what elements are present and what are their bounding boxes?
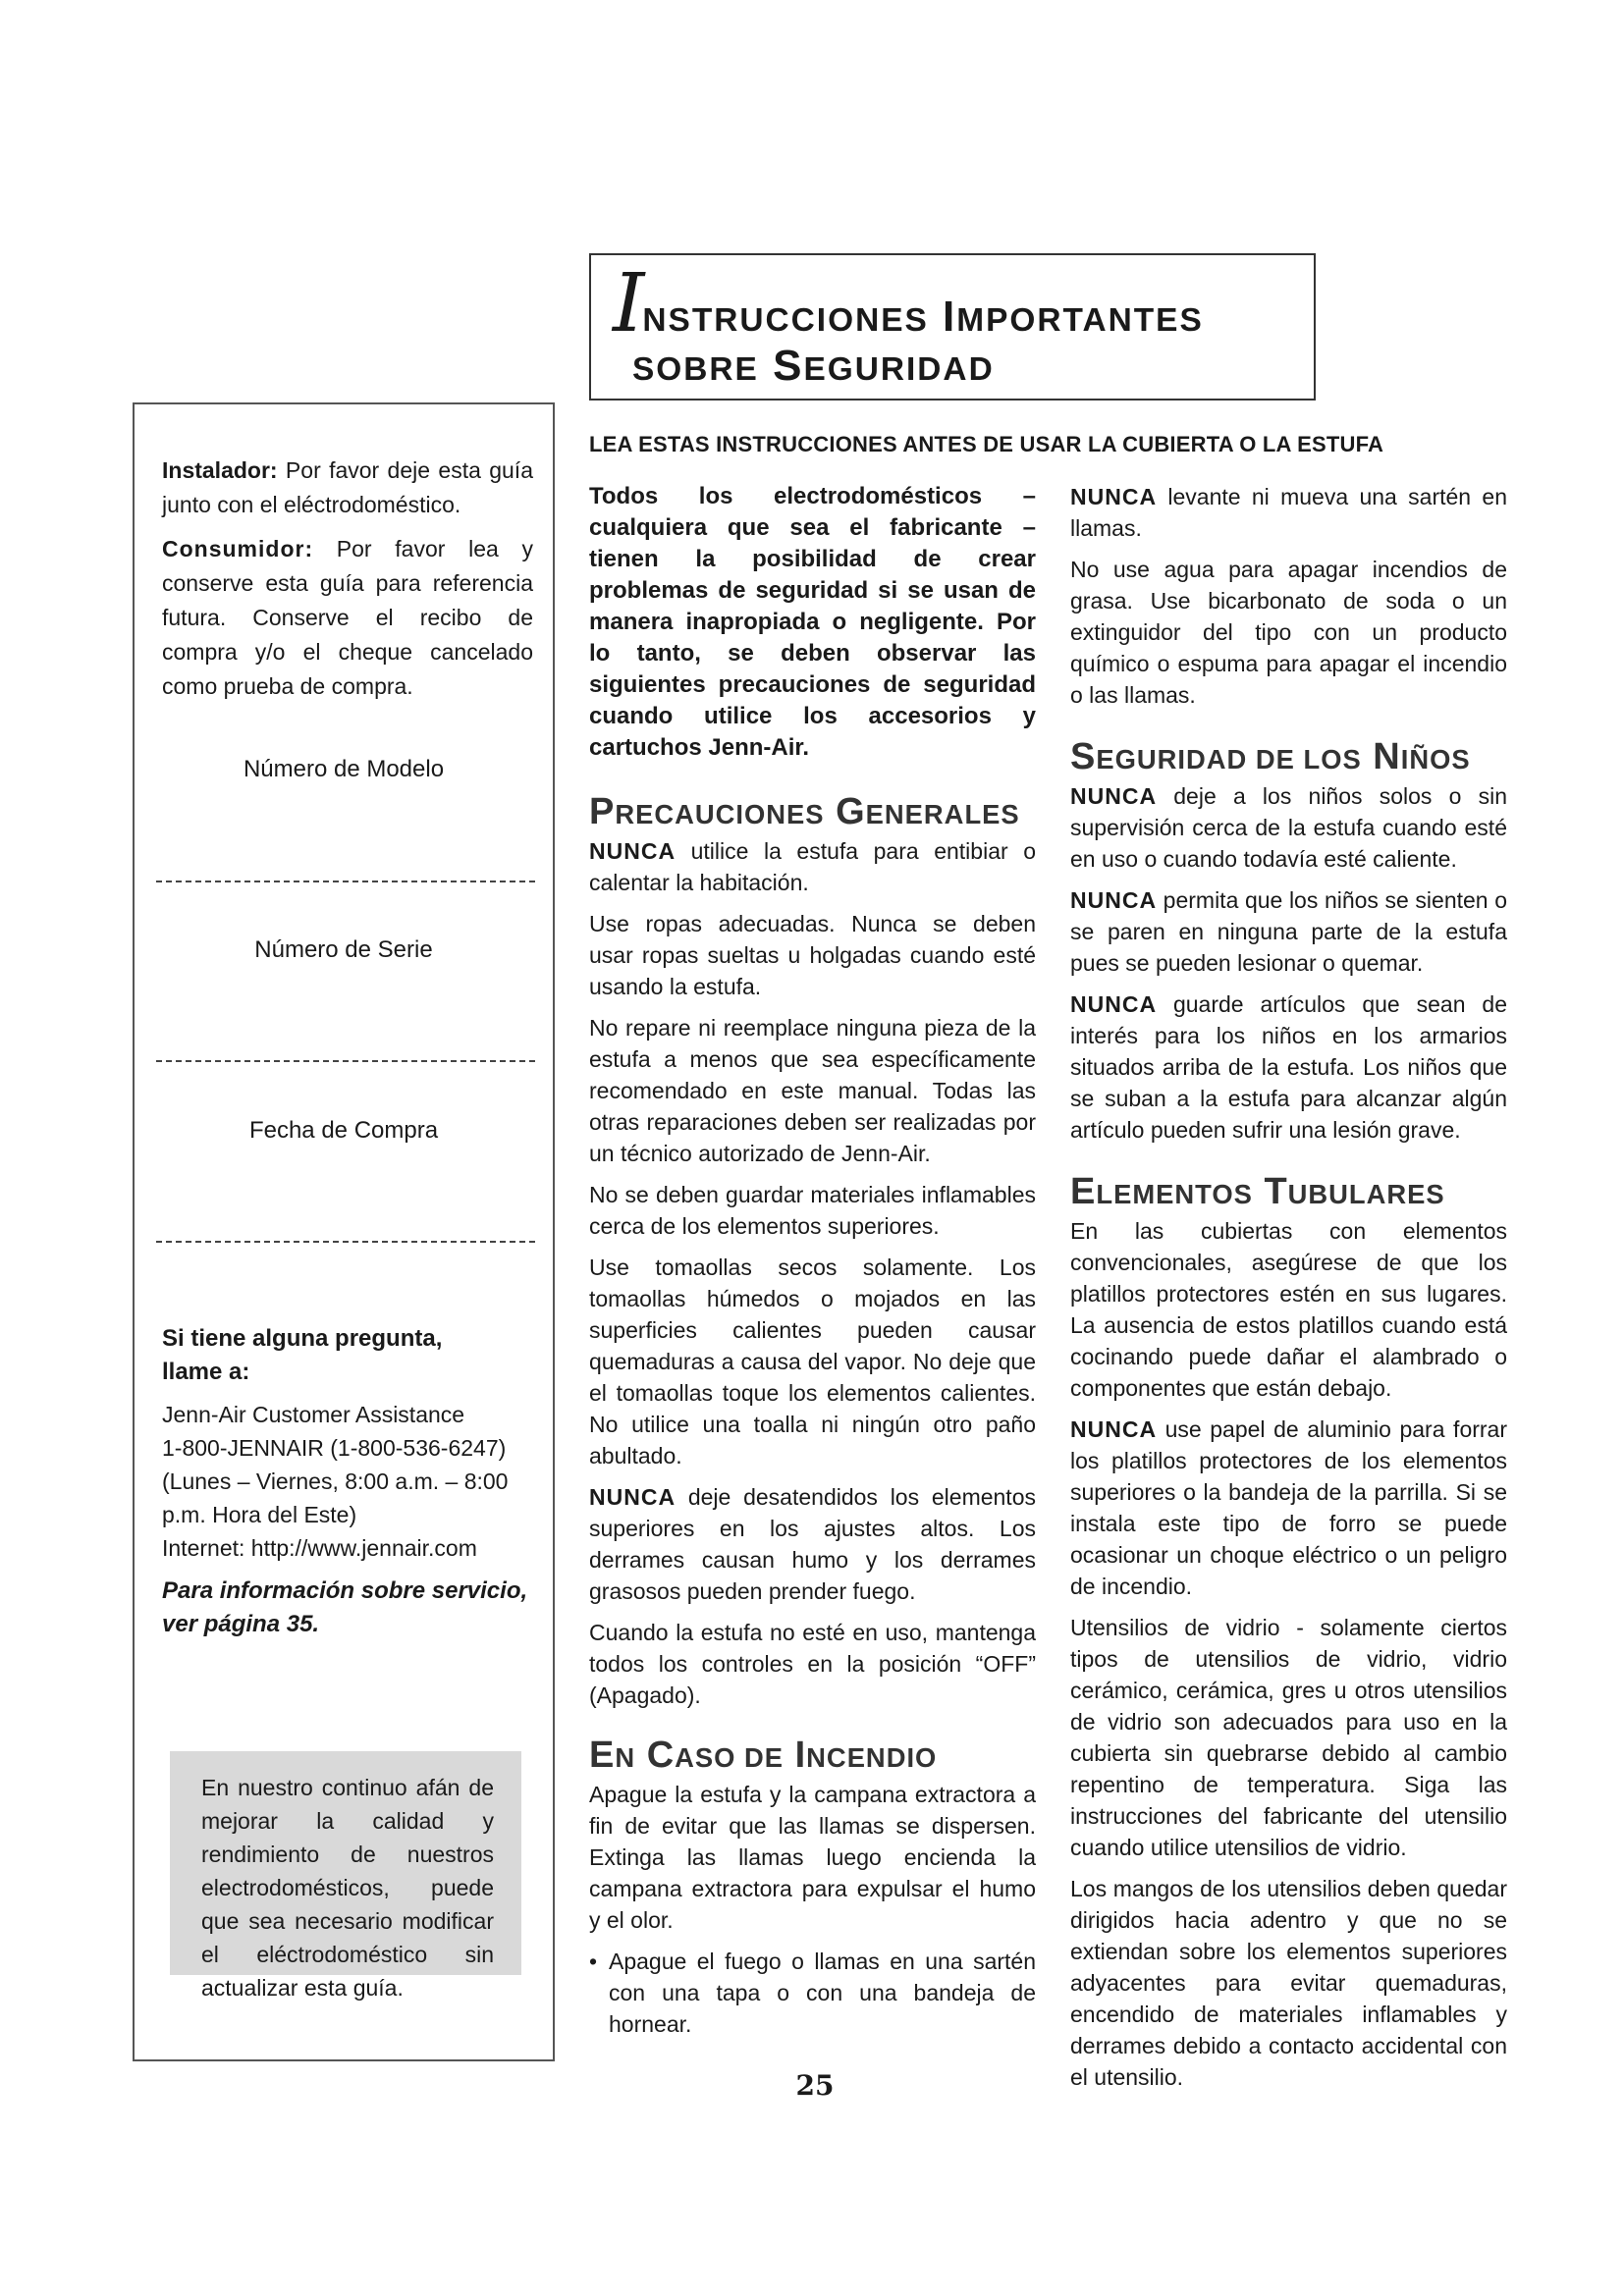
contact-line-5: Internet: http://www.jennair.com bbox=[162, 1535, 477, 1561]
right-column bbox=[1070, 481, 1507, 2103]
general-head-initial-p: P bbox=[589, 791, 616, 832]
intro-paragraph: Todos los electrodomésticos – cualquiera que sea el fabricante – tienen la posibilidad de crear problemas de seguridad si se usan de manera inapropiada o negligente. Por lo tanto, se deben observar las siguientes precauciones de seguridad cuando utilice los accesorios y cartuchos Jenn-Air. bbox=[589, 483, 1036, 761]
general-paragraph-7: Cuando la estufa no esté en uso, mantenga todos los controles en la posición “OFF” (Apagado). bbox=[589, 1620, 1036, 1708]
general-paragraph-3: No repare ni reemplace ninguna pieza de la estufa a menos que sea específicamente recomendado en este manual. Todas las otras reparaciones deben ser realizadas por un técnico autorizado de Jenn-Air. bbox=[589, 1015, 1036, 1166]
children-head-word-ninos: IÑOS bbox=[1400, 744, 1471, 774]
fire-head-word-3: NCENDIO bbox=[806, 1742, 938, 1773]
children-paragraph-2 bbox=[1070, 884, 1507, 979]
general-head-word-1: RECAUCIONES bbox=[615, 799, 825, 829]
purchase-date-label: Fecha de Compra bbox=[248, 1117, 439, 1144]
fire-head-initial-i: I bbox=[794, 1735, 807, 1776]
tubular-p2-keyword: NUNCA bbox=[1070, 1416, 1158, 1442]
fire-head-initial-c: C bbox=[646, 1735, 676, 1776]
tubular-paragraph-4: Los mangos de los utensilios deben quedar dirigidos hacia adentro y que no se extiendan sobre los elementos superiores adyacentes para evitar quemaduras, encendido de materiales inflamables y derrames debido a contacto accidental con el utensilio. bbox=[1070, 1876, 1507, 2090]
installer-label: Instalador: bbox=[162, 457, 278, 483]
children-paragraph-1 bbox=[1070, 780, 1507, 875]
title-initial-seguridad: S bbox=[773, 342, 804, 390]
general-paragraph-6 bbox=[589, 1481, 1036, 1607]
consumer-label: Consumidor: bbox=[162, 536, 314, 561]
serial-number-line bbox=[156, 1060, 535, 1062]
children-head-initial-s: S bbox=[1070, 736, 1097, 777]
title-initial-importantes: I bbox=[943, 293, 957, 341]
general-paragraph-1 bbox=[589, 835, 1036, 898]
consumer-text: Por favor lea y conserve esta guía para referencia futura. Conserve el recibo de compra y/o el cheque cancelado como prueba de compra. bbox=[162, 536, 533, 699]
tubular-paragraph-2 bbox=[1070, 1414, 1507, 1602]
service-reference: Para información sobre servicio, ver página 35. bbox=[162, 1577, 528, 1637]
tubular-head-initial-t: T bbox=[1264, 1171, 1288, 1212]
general-precautions-heading bbox=[589, 791, 1036, 833]
children-paragraph-3 bbox=[1070, 988, 1507, 1146]
update-notice: En nuestro continuo afán de mejorar la calidad y rendimiento de nuestros electrodomésticos, puede que sea necesario modificar el eléctrodoméstico sin actualizar esta guía. bbox=[170, 1751, 521, 1975]
tubular-p2-text: use papel de aluminio para forrar los platillos protectores de los elementos superiores o la bandeja de la parrilla. Si se instala este tipo de forro se puede ocasionar un choque eléctrico o un peligro de incendio. bbox=[1070, 1416, 1507, 1599]
question-line-1: Si tiene alguna pregunta, bbox=[162, 1325, 443, 1352]
general-paragraph-2: Use ropas adecuadas. Nunca se deben usar ropas sueltas u holgadas cuando esté usando la estufa. bbox=[589, 911, 1036, 999]
tubular-paragraph-3: Utensilios de vidrio - solamente ciertos tipos de utensilios de vidrio, vidrio cerámico, cerámica, gres u otros utensilios de vidrio son adecuados para uso en la cubierta sin quebrarse debido al cambio repentino de temperatura. Siga las instrucciones del fabricante del utensilio cuando utilice utensilios de vidrio. bbox=[1070, 1615, 1507, 1860]
tubular-head-word-2: UBULARES bbox=[1287, 1179, 1445, 1209]
model-number-line bbox=[156, 881, 535, 882]
fire-bullet-text: Apague el fuego o llamas en una sartén con una tapa o con una bandeja de hornear. bbox=[609, 1949, 1036, 2037]
general-p6-text: deje desatendidos los elementos superiores en los ajustes altos. Los derrames causan humo y los derrames grasosos pueden prender fuego. bbox=[589, 1484, 1036, 1604]
general-p1-text: utilice la estufa para entibiar o calentar la habitación. bbox=[589, 838, 1036, 895]
sidebar-box bbox=[133, 402, 555, 2061]
general-p1-keyword: NUNCA bbox=[589, 838, 677, 864]
general-paragraph-5: Use tomaollas secos solamente. Los tomaollas húmedos o mojados en las superficies calientes pueden causar quemaduras a causa del vapor. No deje que el tomaollas toque los elementos calientes. No utilice una toalla ni ningún otro paño abultado. bbox=[589, 1255, 1036, 1468]
contact-line-1: Jenn-Air Customer Assistance bbox=[162, 1402, 465, 1427]
children-head-words: EGURIDAD DE LOS bbox=[1096, 744, 1362, 774]
page-number: 25 bbox=[795, 2069, 835, 2102]
contact-info bbox=[162, 1398, 545, 1565]
title-word-importantes: MPORTANTES bbox=[956, 302, 1204, 339]
installer-note bbox=[162, 454, 533, 522]
children-p2-keyword: NUNCA bbox=[1070, 887, 1158, 913]
fire-paragraph-1: Apague la estufa y la campana extractora a fin de evitar que las llamas se dispersen. Extinga las llamas luego encienda la campana extractora para expulsar el humo y el olor. bbox=[589, 1782, 1036, 1933]
title-line-1 bbox=[613, 257, 1204, 350]
lead-heading: LEA ESTAS INSTRUCCIONES ANTES DE USAR LA CUBIERTA O LA ESTUFA bbox=[589, 432, 1384, 456]
purchase-date-line bbox=[156, 1241, 535, 1243]
bullet-marker: • bbox=[589, 1949, 598, 1974]
serial-number-label: Número de Serie bbox=[254, 936, 433, 963]
consumer-note bbox=[162, 532, 533, 704]
fire-head-word-2: ASO DE bbox=[675, 1742, 785, 1773]
question-line-2: llame a: bbox=[162, 1359, 250, 1385]
fire-heading bbox=[589, 1735, 1036, 1777]
tubular-elements-heading bbox=[1070, 1171, 1507, 1213]
children-p3-text: guarde artículos que sean de interés para los niños en los armarios situados arriba de la estufa. Los niños que se suban a la estufa para alcanzar algún artículo pueden sufrir una lesión grave. bbox=[1070, 991, 1507, 1143]
contact-line-2: 1-800-JENNAIR (1-800-536-6247) bbox=[162, 1435, 507, 1461]
children-safety-heading bbox=[1070, 736, 1507, 778]
general-paragraph-4: No se deben guardar materiales inflamables cerca de los elementos superiores. bbox=[589, 1182, 1036, 1239]
installer-text: Por favor deje esta guía junto con el eléctrodoméstico. bbox=[162, 457, 533, 517]
tubular-head-word-1: LEMENTOS bbox=[1096, 1179, 1253, 1209]
tubular-paragraph-1: En las cubiertas con elementos convencionales, asegúrese de que los platillos protectores estén en sus lugares. La ausencia de estos platillos cuando está cocinando puede dañar el alambrado o componentes que están debajo. bbox=[1070, 1218, 1507, 1401]
general-p6-keyword: NUNCA bbox=[589, 1484, 677, 1510]
right-p1-text: levante ni mueva una sartén en llamas. bbox=[1070, 484, 1507, 541]
fire-head-word-1: N bbox=[615, 1742, 636, 1773]
middle-column bbox=[589, 481, 1036, 2040]
children-p3-keyword: NUNCA bbox=[1070, 991, 1158, 1017]
title-line-2 bbox=[632, 342, 995, 391]
right-paragraph-1 bbox=[1070, 481, 1507, 544]
title-box bbox=[589, 253, 1316, 400]
title-word-sobre: SOBRE bbox=[632, 351, 759, 388]
question-heading bbox=[162, 1322, 533, 1389]
right-p1-keyword: NUNCA bbox=[1070, 484, 1158, 509]
general-head-initial-g: G bbox=[836, 791, 866, 832]
children-p1-keyword: NUNCA bbox=[1070, 783, 1158, 809]
fire-head-initial-e: E bbox=[589, 1735, 616, 1776]
contact-line-4: p.m. Hora del Este) bbox=[162, 1502, 357, 1527]
title-initial: I bbox=[613, 257, 647, 350]
tubular-head-initial-e: E bbox=[1070, 1171, 1097, 1212]
general-head-word-2: ENERALES bbox=[865, 799, 1020, 829]
right-paragraph-2: No use agua para apagar incendios de grasa. Use bicarbonato de soda o un extinguidor del tipo con un producto químico o espuma para apagar el incendio o las llamas. bbox=[1070, 557, 1507, 708]
title-word-seguridad: EGURIDAD bbox=[803, 351, 995, 388]
contact-line-3: (Lunes – Viernes, 8:00 a.m. – 8:00 bbox=[162, 1468, 509, 1494]
children-p1-text: deje a los niños solos o sin supervisión cerca de la estufa cuando esté en uso o cuando todavía esté caliente. bbox=[1070, 783, 1507, 872]
model-number-label: Número de Modelo bbox=[243, 756, 445, 782]
children-head-initial-n: N bbox=[1373, 736, 1401, 777]
title-word-instrucciones: NSTRUCCIONES bbox=[642, 302, 929, 339]
fire-bullet-1 bbox=[589, 1946, 1036, 2040]
children-p2-text: permita que los niños se sienten o se paren en ninguna parte de la estufa pues se pueden lesionar o quemar. bbox=[1070, 887, 1507, 976]
